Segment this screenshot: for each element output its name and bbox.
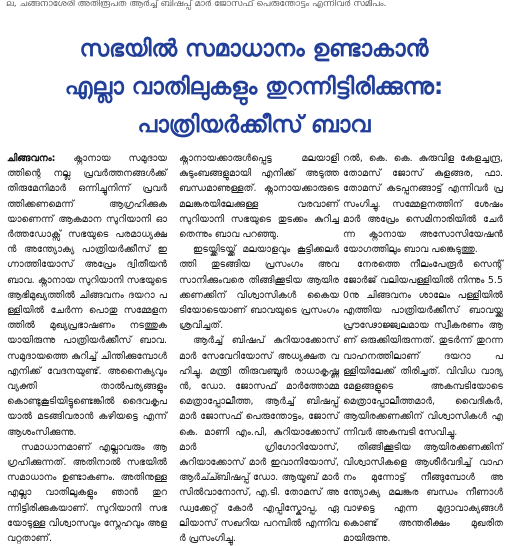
article-paragraph: ആർച്ച് ബിഷപ് കുറിയാക്കോസ് മാർ സേവേറിയോസ് അധ്യക്ഷത വഹിച്ചു. മന്ത്രി തിരുവഞ്ചൂർ രാധാകൃഷ്ണൻ, ഡോ. ജോസഫ് മാർത്തോമ്മ മെത്രാപ്പോലീത്ത, ആർച്ച് ബിഷപ്പ് മാർ ജോസഫ് പെരുന്തോട്ടം, ജോസ് കെ. മാണി എം.പി, കുറിയാക്കോസ് മാർ ഗ്രിഗോറിയോസ്, കുറിയാക്കോസ് മാർ ഇവാനിയോസ്, ആർച്ച്ബിഷപ്പ് ഡോ. ആയൂബ് മാർ സിൽവാനോസ്, എ.ടി. തോമസ് അഡ്വക്കേറ്റ് കോർ എപ്പിസ്കോപ്പ, ഏലിയാസ് സഖറിയ പറമ്പിൽ എന്നിവർ പ്രസംഗിച്ചു.	[179, 335, 339, 545]
article-body	[7, 151, 503, 545]
article-column-3	[343, 151, 503, 545]
article-paragraph: സമാധാനമാണ് എല്ലാവരും ആഗ്രഹിക്കുന്നത്. അതിനാൽ സഭയിൽ സമാധാനം ഉണ്ടാകണം. അതിനുള്ള എല്ലാ വാതിലുകളും ഞാൻ തുറന്നിട്ടിരിക്കുകയാണ്. സുറിയാനി സഭയോടുള്ള വിശ്വാസവും സ്നേഹവും അളവറ്റതാണ്.	[7, 441, 167, 545]
caption-text: ല, ചങ്ങനാശേരി അതിരൂപത ആർച്ച് ബിഷപ്പ് മാർ ജോസഫ് പെരുന്തോട്ടം എന്നിവർ സമീപം.	[6, 0, 387, 9]
article-paragraph: ഇടയ്ക്കിടയ്ക്ക് മലയാളവും കൂട്ടിക്കലർത്തി തുടങ്ങിയ പ്രസംഗം അവസാനിക്കുംവരെ തിങ്ങിക്കൂടിയ ആയിരക്കണക്കിന് വിശ്വാസികൾ കൈയടിയോടെയാണ് ബാവയുടെ പ്രസംഗം ശ്രവിച്ചത്.	[179, 244, 339, 332]
headline-line-2: എല്ലാ വാതിലുകളും തുറന്നിട്ടിരിക്കുന്നു:	[64, 74, 444, 100]
article-paragraph: റൽ, കെ. കെ. കുരുവിള കേളച്ചന്ദ്ര, തോമസ് ജോസ് കുളങ്ങര, ഫാ. തോമസ് കടപ്പനങ്ങാട്ട് എന്നിവർ പ്രസംഗിച്ചു. സമ്മേളനത്തിന് ശേഷം മാർ അപ്രേം സെമിനാരിയിൽ ചേർന്ന ക്നാനായ അസോസിയേഷൻ യോഗത്തിലും ബാവ പങ്കെടുത്തു.	[343, 153, 503, 256]
paragraph-text: ക്നാനായ സമുദായത്തിന്റെ നല്ല പ്രവർത്തനങ്ങൾക്ക് തിരുമേനിമാർ ഒന്നിച്ചുനിന്ന് പ്രവർത്തിക്കണമെന്ന് ആഗ്രഹിക്കുകയാണെന്ന് ആകമാന സുറിയാനി ഓർത്തഡോക്സ് സഭയുടെ പരമാധ്യക്ഷൻ അന്ത്യോക്യ പാത്രിയർക്കീസ് ഇഗ്നാത്തിയോസ് അപ്രേം ദ്വിതീയൻ ബാവ. ക്നാനായ സുറിയാനി സഭയുടെ ആഭിമുഖ്യത്തിൽ ചിങ്ങവനം ദയറാ പള്ളിയിൽ ചേർന്ന പൊതു സമ്മേളനത്തിൽ മുഖ്യപ്രഭാഷണം നടത്തുകയായിരുന്നു പാത്രിയർക്കീസ് ബാവ. സമുദായത്തെ കുറിച്ച് ചിന്തിക്കുമ്പോൾ എനിക്ക് വേദനയുണ്ട്. അനൈക്യവും വ്യക്തി താൽപര്യങ്ങളും കൊണ്ടുകൂടിയിട്ടുണ്ടെങ്കിൽ ദൈവകൃപയാൽ മടങ്ങിവരാൻ കഴിയട്ടെ എന്ന് ആശംസിക്കുന്നു.	[7, 153, 167, 438]
article-paragraph: തിങ്ങിക്കൂടിയ ആയിരക്കണക്കിന് വിശ്വാസികളെ ആശീർവദിച്ച് വാഹനം മുന്നോട്ട് നീങ്ങുമ്പോൾ അന്ത്യോക്യ മലങ്കര ബന്ധം നീണാൾ വാഴട്ടെ എന്ന മുദ്രാവാക്യങ്ങൾ കൊണ്ട് അന്തരീക്ഷം മുഖരിതമായിരുന്നു.	[343, 441, 503, 545]
headline-line-3: പാത്രിയർക്കീസ് ബാവ	[137, 112, 371, 138]
article-paragraph	[7, 151, 167, 440]
previous-article-caption-strip	[0, 0, 508, 12]
article-headline	[0, 30, 508, 144]
dateline: ചിങ്ങവനം:	[7, 153, 56, 164]
headline-line-1: സഭയിൽ സമാധാനം ഉണ്ടാകാൻ	[79, 36, 429, 62]
article-paragraph: ക്നാനായക്കാരുൾപ്പെട്ട മലയാളി കുടുംബങ്ങളുമായി എനിക്ക് അടുത്ത ബന്ധമാണുള്ളത്. ക്നാനായക്കാരുടെ മലങ്കരയിലേക്കുള്ള വരവാണ് സുറിയാനി സഭയുടെ തുടക്കം കുറിച്ചതെന്നും ബാവ പറഞ്ഞു.	[179, 153, 339, 241]
article-column-1	[7, 151, 167, 545]
article-paragraph: നേരത്തെ നീലംപേരൂർ സെന്റ് ജോർജ് വലിയപള്ളിയിൽ നിന്നും 5.50നു ചിങ്ങവനം ശാലേം പള്ളിയിൽ എത്തിയ പാത്രിയർക്കീസ് ബാവയ്ക്കു പ്രൗഢോജ്ജ്വലമായ സ്വീകരണം ആണ് ഒരുക്കിയിരുന്നത്. തുടർന്ന് തുറന്ന വാഹനത്തിലാണ് ദയറാ പള്ളിയിലേക്ക് തിരിച്ചത്. വിവിധ വാദ്യമേളങ്ങളുടെ അകമ്പടിയോടെ മെത്രാപ്പോലീത്തമാർ, വൈദികർ, ആയിരക്കണക്കിന് വിശ്വാസികൾ എന്നിവർ അകമ്പടി സേവിച്ചു.	[343, 259, 503, 438]
article-column-2	[179, 151, 339, 545]
